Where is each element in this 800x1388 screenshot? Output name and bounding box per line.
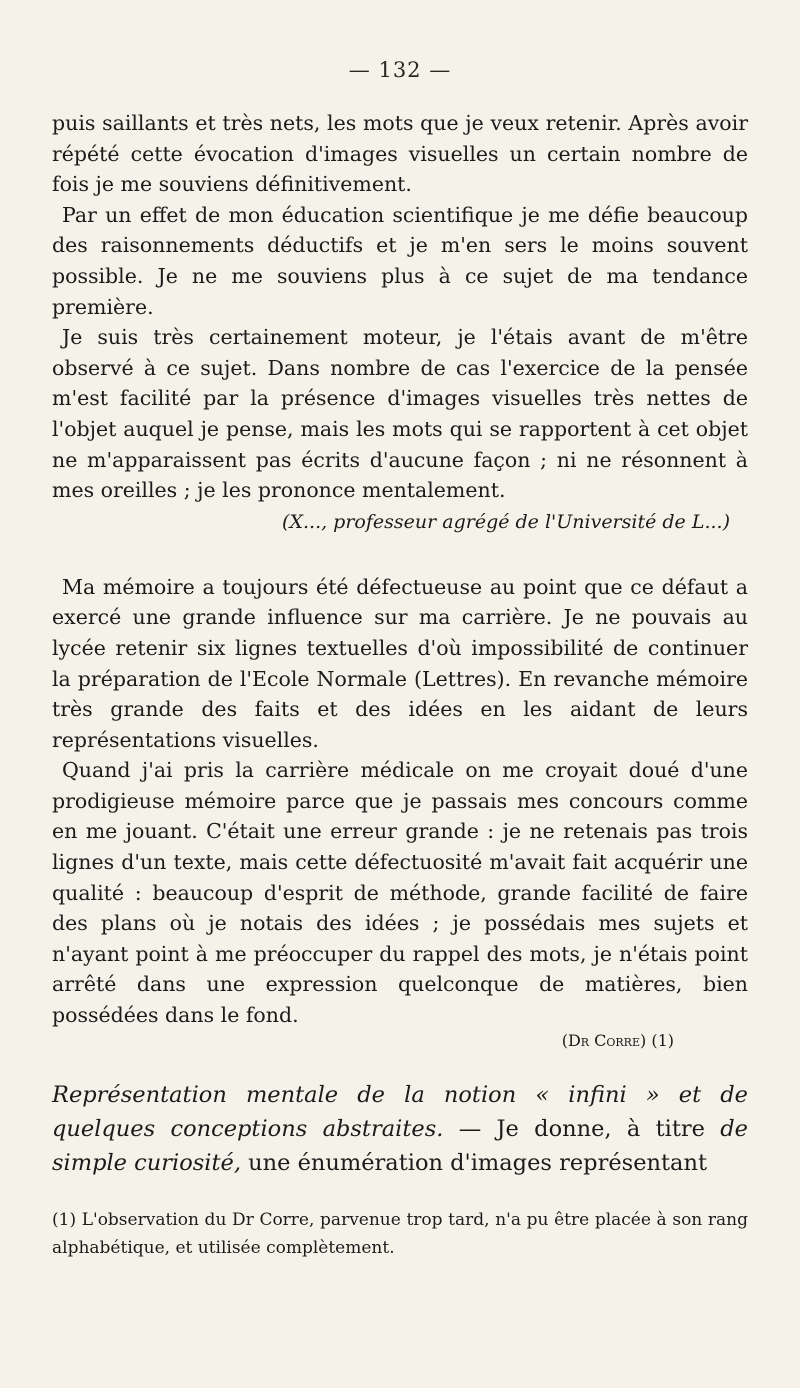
paragraph-5: Quand j'ai pris la carrière médicale on me croyait doué d'une prodigieuse mémoire parce que je passais mes concours comme en me jouant. C'était une erreur grande : je ne retenais pas trois lignes d'un texte, mais cette défectuosité m'avait fait acquérir une qualité : beaucoup d'esprit de méthode, grande facilité de faire des plans où je notais des idées ; je possédais mes sujets et n'ayant point à me préoccuper du rappel des mots, je n'étais point arrêté dans une expression quelconque de matières, bien possédées dans le fond. bbox=[52, 758, 748, 1028]
section-heading-italic: de simple curiosité, bbox=[52, 1115, 748, 1176]
section-heading-plain: — Je donne, à titre bbox=[443, 1115, 721, 1142]
section-heading-title: Représentation mentale de la notion « infini » et de quelques conceptions abstraites. bbox=[52, 1081, 748, 1142]
paragraph-2: Par un effet de mon éducation scientifique je me défie beaucoup des raisonnements déductifs et je m'en sers le moins souvent possible. Je ne me souviens plus à ce sujet de ma tendance première. bbox=[52, 202, 748, 319]
attribution-professor: (X..., professeur agrégé de l'Université de L...) bbox=[282, 510, 730, 533]
attribution-corre: (Dr Corre) (1) bbox=[561, 1030, 674, 1050]
paragraph-1: puis saillants et très nets, les mots que je veux retenir. Après avoir répété cette évocation d'images visuelles un certain nombre de fois je me souviens définitivement. bbox=[52, 111, 748, 197]
section-heading-tail: une énumération d'images représentant bbox=[241, 1149, 707, 1176]
page-number: — 132 — bbox=[348, 58, 452, 82]
section-heading bbox=[52, 1078, 748, 1180]
paragraph-4: Ma mémoire a toujours été défectueuse au point que ce défaut a exercé une grande influence sur ma carrière. Je ne pouvais au lycée retenir six lignes textuelles d'où impossibilité de continuer la préparation de l'Ecole Normale (Lettres). En revanche mémoire très grande des faits et des idées en les aidant de leurs représentations visuelles. bbox=[52, 574, 748, 752]
attribution-row bbox=[52, 1031, 748, 1050]
footnote: (1) L'observation du Dr Corre, parvenue trop tard, n'a pu être placée à son rang alphabétique, et utilisée complètement. bbox=[52, 1209, 748, 1258]
paragraph-3: Je suis très certainement moteur, je l'étais avant de m'être observé à ce sujet. Dans nombre de cas l'exercice de la pensée m'est facilité par la présence d'images visuelles très nettes de l'objet auquel je pense, mais les mots qui se rapportent à cet objet ne m'apparaissent pas écrits d'aucune façon ; ni ne résonnent à mes oreilles ; je les prononce mentalement. bbox=[52, 325, 748, 503]
